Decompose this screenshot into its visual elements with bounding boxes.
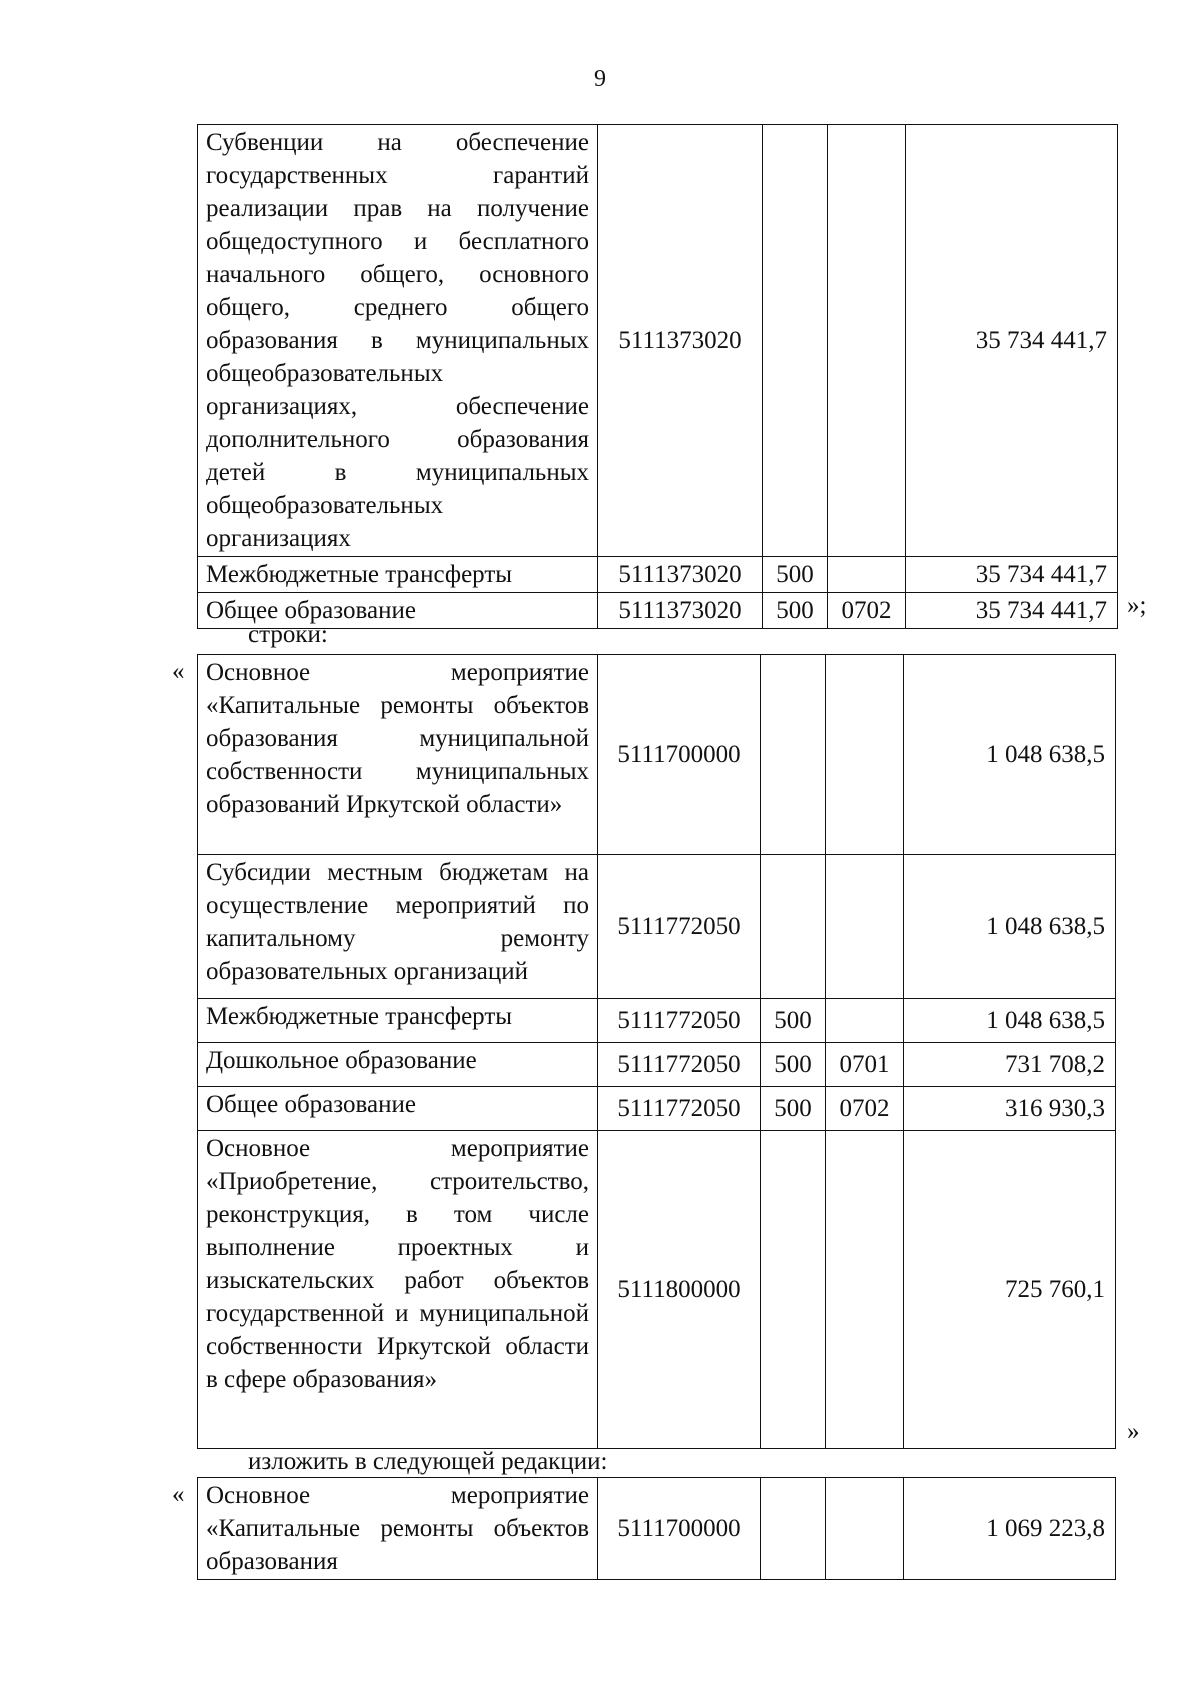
row-section-code bbox=[826, 999, 904, 1043]
row-target-code: 5111772050 bbox=[598, 999, 761, 1043]
budget-table-current bbox=[197, 124, 1118, 629]
row-target-code: 5111700000 bbox=[598, 1478, 761, 1580]
row-amount: 35 734 441,7 bbox=[906, 593, 1118, 629]
row-amount: 1 048 638,5 bbox=[904, 999, 1116, 1043]
row-section-code bbox=[826, 1131, 904, 1449]
row-amount: 1 048 638,5 bbox=[904, 855, 1116, 999]
row-expense-type bbox=[761, 1131, 826, 1449]
table-row bbox=[198, 1478, 1116, 1580]
table-row bbox=[198, 1043, 1116, 1087]
row-description: Субвенции на обеспечение государственных гарантий реализации прав на получение общедоступного и бесплатного начального общего, основного общего, среднего общего образования в муниципальных общеобразовательных организациях, обеспечение дополнительного образования детей в муниципальных общеобразовательных организациях bbox=[198, 125, 598, 557]
row-description: Межбюджетные трансферты bbox=[198, 999, 598, 1043]
row-amount: 1 069 223,8 bbox=[904, 1478, 1116, 1580]
opening-quote-mark: « bbox=[172, 658, 185, 685]
row-amount: 316 930,3 bbox=[904, 1087, 1116, 1131]
row-section-code bbox=[828, 125, 906, 557]
row-section-code: 0702 bbox=[828, 593, 906, 629]
row-expense-type: 500 bbox=[761, 1087, 826, 1131]
row-description: Основное мероприятие «Капитальные ремонты объектов образования муниципальной собственности муниципальных образований Иркутской области» bbox=[198, 655, 598, 855]
row-expense-type bbox=[761, 655, 826, 855]
row-description: Межбюджетные трансферты bbox=[198, 557, 598, 593]
row-expense-type bbox=[761, 1478, 826, 1580]
row-target-code: 5111373020 bbox=[598, 125, 763, 557]
budget-table-old bbox=[197, 654, 1116, 1449]
table-row bbox=[198, 855, 1116, 999]
row-description: Субсидии местным бюджетам на осуществление мероприятий по капитальному ремонту образовательных организаций bbox=[198, 855, 598, 999]
row-description: Основное мероприятие «Приобретение, строительство, реконструкция, в том числе выполнение проектных и изыскательских работ объектов государственной и муниципальной собственности Иркутской области в сфере образования» bbox=[198, 1131, 598, 1449]
table-row bbox=[198, 593, 1118, 629]
row-description: Общее образование bbox=[198, 1087, 598, 1131]
closing-quote-mark: » bbox=[1127, 1418, 1140, 1445]
row-amount: 35 734 441,7 bbox=[906, 125, 1118, 557]
row-section-code bbox=[828, 557, 906, 593]
label-edit: изложить в следующей редакции: bbox=[248, 1448, 608, 1475]
row-expense-type: 500 bbox=[763, 593, 828, 629]
row-section-code bbox=[826, 655, 904, 855]
label-rows: строки: bbox=[248, 621, 328, 648]
budget-table-new bbox=[197, 1477, 1116, 1580]
row-section-code: 0701 bbox=[826, 1043, 904, 1087]
row-target-code: 5111772050 bbox=[598, 1043, 761, 1087]
opening-quote-mark: « bbox=[172, 1481, 185, 1508]
row-expense-type bbox=[763, 125, 828, 557]
row-target-code: 5111772050 bbox=[598, 855, 761, 999]
row-target-code: 5111373020 bbox=[598, 593, 763, 629]
row-section-code: 0702 bbox=[826, 1087, 904, 1131]
row-expense-type: 500 bbox=[763, 557, 828, 593]
table-row bbox=[198, 999, 1116, 1043]
row-amount: 35 734 441,7 bbox=[906, 557, 1118, 593]
row-description: Дошкольное образование bbox=[198, 1043, 598, 1087]
row-description: Основное мероприятие «Капитальные ремонты объектов образования bbox=[198, 1478, 598, 1580]
row-target-code: 5111772050 bbox=[598, 1087, 761, 1131]
page-number: 9 bbox=[594, 66, 606, 92]
row-section-code bbox=[826, 855, 904, 999]
row-expense-type: 500 bbox=[761, 999, 826, 1043]
row-expense-type: 500 bbox=[761, 1043, 826, 1087]
closing-quote-mark: »; bbox=[1127, 592, 1147, 619]
row-section-code bbox=[826, 1478, 904, 1580]
table-row bbox=[198, 557, 1118, 593]
row-amount: 1 048 638,5 bbox=[904, 655, 1116, 855]
table-row bbox=[198, 1087, 1116, 1131]
row-target-code: 5111373020 bbox=[598, 557, 763, 593]
row-description: Общее образование bbox=[198, 593, 598, 629]
row-amount: 731 708,2 bbox=[904, 1043, 1116, 1087]
table-row bbox=[198, 125, 1118, 557]
row-amount: 725 760,1 bbox=[904, 1131, 1116, 1449]
row-expense-type bbox=[761, 855, 826, 999]
table-row bbox=[198, 1131, 1116, 1449]
row-target-code: 5111700000 bbox=[598, 655, 761, 855]
row-target-code: 5111800000 bbox=[598, 1131, 761, 1449]
table-row bbox=[198, 655, 1116, 855]
